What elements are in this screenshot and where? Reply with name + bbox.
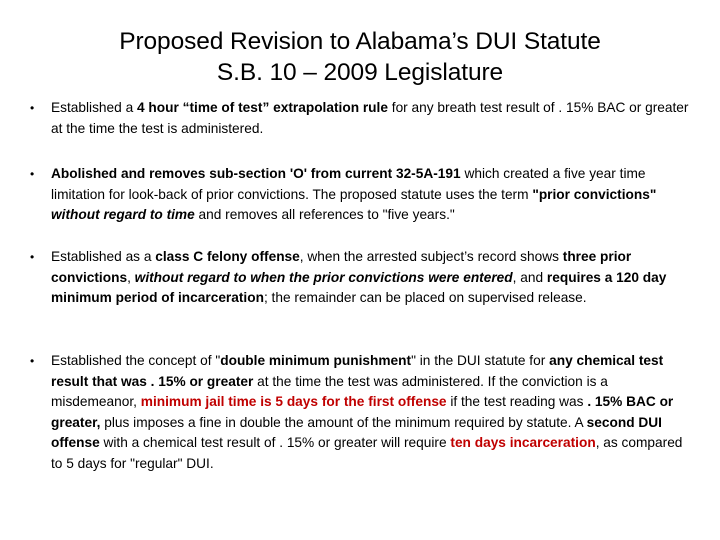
bullet-dot: • bbox=[30, 354, 35, 368]
bullet-text: Established a 4 hour “time of test” extrapolation rule for any breath test result of . 15% BAC or greater at the time the test is administered. bbox=[51, 100, 689, 136]
bullet-text: Abolished and removes sub-section 'O' from current 32-5A-191 which created a five year time limitation for look-back of prior convictions. The proposed statute uses the term "prior convictions" without regard to time and removes all references to "five years." bbox=[51, 166, 657, 222]
title-line-2: S.B. 10 – 2009 Legislature bbox=[216, 59, 504, 86]
bullet-dot: • bbox=[30, 167, 35, 181]
bullet-text: Established as a class C felony offense, when the arrested subject’s record shows three prior convictions, without regard to when the prior convictions were entered, and requires a 120 day minimum period of incarceration; the remainder can be placed on supervised release. bbox=[51, 249, 667, 305]
bullet-dot: • bbox=[30, 101, 35, 115]
bullet-dot: • bbox=[30, 250, 35, 264]
slide-title bbox=[0, 26, 720, 88]
title-line-1: Proposed Revision to Alabama’s DUI Statute bbox=[119, 28, 601, 55]
highlight-red: minimum jail time is 5 days for the first offense bbox=[140, 394, 447, 409]
highlight-red: ten days incarceration bbox=[450, 435, 596, 450]
bullet-text: Established the concept of "double minimum punishment" in the DUI statute for any chemical test result that was . 15% or greater at the time the test was administered. If the conviction is a misdemeanor, minimum jail time is 5 days for the first offense if the test reading was . 15% BAC or greater, plus imposes a fine in double the amount of the minimum required by statute. A second DUI offense with a chemical test result of . 15% or greater will require ten days incarceration, as compared to 5 days for "regular" DUI. bbox=[51, 353, 683, 471]
